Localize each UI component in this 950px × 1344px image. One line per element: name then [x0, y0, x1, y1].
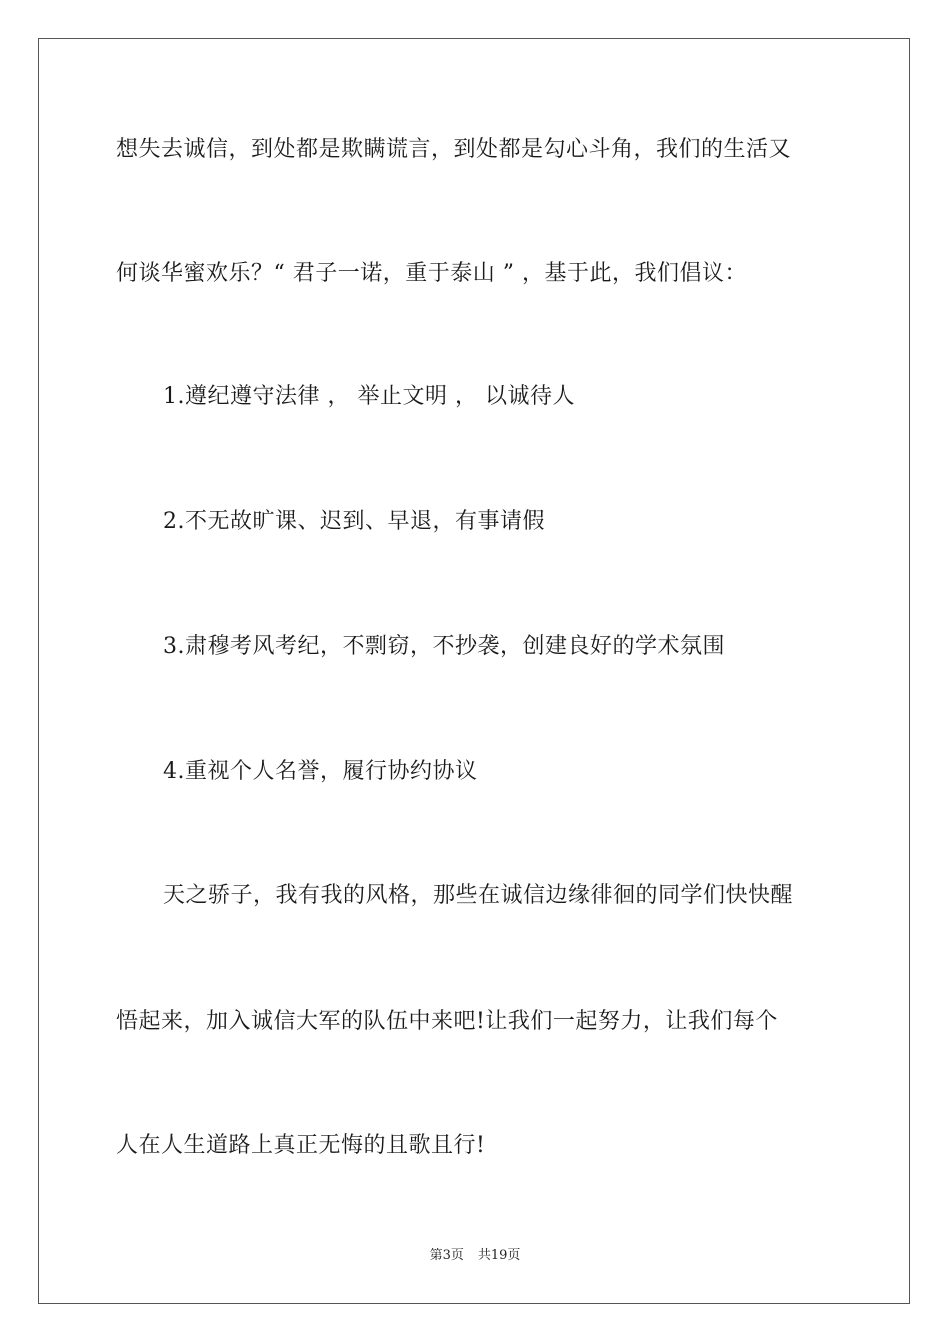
list-item-3: 3.肃穆考风考纪，不剽窃，不抄袭，创建良好的学术氛围: [163, 634, 725, 659]
list-item-2: 2.不无故旷课、迟到、早退，有事请假: [163, 509, 545, 534]
page-footer: [0, 1247, 950, 1265]
list-item-1: 1.遵纪遵守法律 ， 举止文明 ， 以诚待人: [163, 384, 575, 409]
paragraph-line-3: 天之骄子，我有我的风格，那些在诚信边缘徘徊的同学们快快醒: [163, 883, 794, 908]
paragraph-line-1: 想失去诚信，到处都是欺瞒谎言，到处都是勾心斗角，我们的生活又: [116, 137, 792, 162]
paragraph-line-2: 何谈华蜜欢乐？“ 君子一诺，重于泰山 ” ，基于此，我们倡议：: [116, 261, 747, 286]
page-number: 第3页: [429, 1248, 464, 1263]
paragraph-line-5: 人在人生道路上真正无悔的且歌且行!: [116, 1133, 486, 1158]
page-total: 共19页: [477, 1248, 521, 1263]
list-item-4: 4.重视个人名誉，履行协约协议: [163, 759, 478, 784]
paragraph-line-4: 悟起来，加入诚信大军的队伍中来吧!让我们一起努力，让我们每个: [116, 1009, 778, 1034]
page-border: [38, 38, 910, 1304]
